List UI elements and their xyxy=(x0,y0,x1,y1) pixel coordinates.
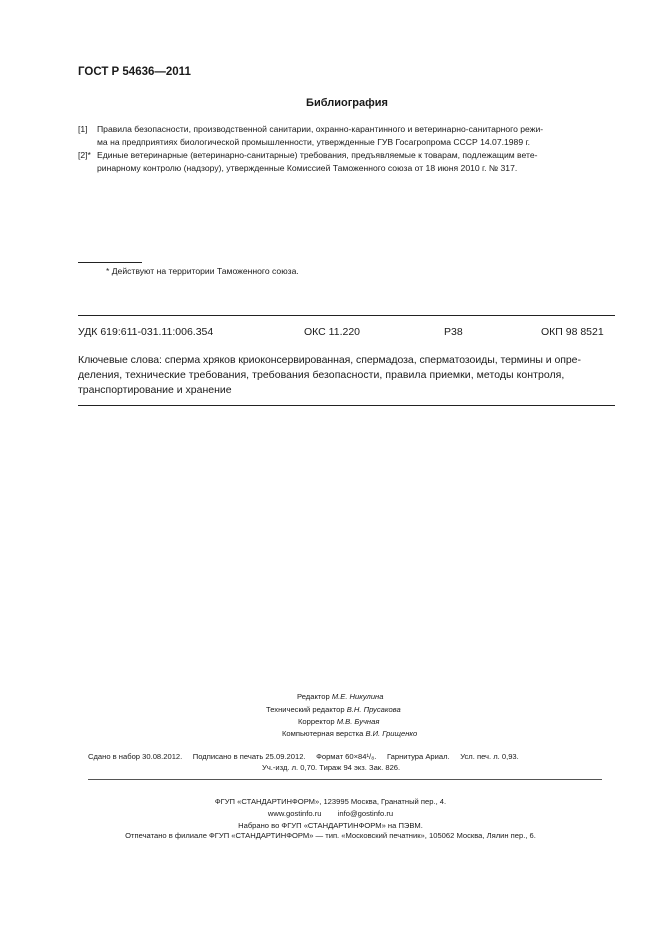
keywords-line: Ключевые слова: сперма хряков криоконсервированная, спермадоза, сперматозоиды, термины и опре- xyxy=(78,354,581,366)
divider-line xyxy=(78,315,615,316)
publisher-site: www.gostinfo.ru xyxy=(267,809,322,818)
bibliography-title-row xyxy=(0,97,661,109)
keywords-line: транспортирование и хранение xyxy=(78,384,232,396)
print-info-line: Уч.-изд. л. 0,70. Тираж 94 экз. Зак. 826. xyxy=(262,763,401,772)
publisher-email: info@gostinfo.ru xyxy=(337,809,394,818)
keywords-line: деления, технические требования, требования безопасности, правила приемки, методы контроля, xyxy=(78,369,565,381)
divider-line xyxy=(78,405,615,406)
keywords-block xyxy=(78,353,616,398)
credit-role: Компьютерная верстка xyxy=(282,729,364,738)
credit-name: В.Н. Прусакова xyxy=(346,705,401,714)
ref-text-line: ринарному контролю (надзору), утвержденные Комиссией Таможенного союза от 18 июня 2010 г. № 317. xyxy=(97,163,518,173)
credit-name: М.Е. Никулина xyxy=(331,692,384,701)
publisher-line: Отпечатано в филиале ФГУП «СТАНДАРТИНФОРМ» — тип. «Московский печатник», 105062 Москва, Лялин пер., 6. xyxy=(125,831,536,840)
group-code: Р38 xyxy=(444,326,463,338)
ref-text-line: Правила безопасности, производственной санитарии, охранно-карантинного и ветеринарно-санитарного режи- xyxy=(97,124,544,134)
udk-code: УДК 619:611-031.11:006.354 xyxy=(78,326,214,338)
okp-code: ОКП 98 8521 xyxy=(541,326,604,338)
bibliography-ref xyxy=(78,123,618,149)
ref-text-line: ма на предприятиях биологической промышленности, утвержденные ГУВ Госагропрома СССР 14.07.1989 г. xyxy=(97,137,530,147)
credit-name: М.В. Бучная xyxy=(336,717,380,726)
credit-role: Корректор xyxy=(298,717,335,726)
publisher-line: Набрано во ФГУП «СТАНДАРТИНФОРМ» на ПЭВМ. xyxy=(238,821,423,830)
ref-text-line: Единые ветеринарные (ветеринарно-санитарные) требования, предъявляемые к товарам, подлежащим вете- xyxy=(97,150,538,160)
credit-tech-editor xyxy=(266,705,401,714)
footnote-separator xyxy=(78,262,142,263)
credit-name: В.И. Грищенко xyxy=(365,729,418,738)
ref-number: [2]* xyxy=(78,150,91,160)
ref-number: [1] xyxy=(78,124,88,134)
credit-corrector xyxy=(298,717,379,726)
document-header: ГОСТ Р 54636—2011 xyxy=(78,66,191,78)
credit-role: Редактор xyxy=(297,692,330,701)
print-info-line: Сдано в набор 30.08.2012. Подписано в печать 25.09.2012. Формат 60×84¹/₈. Гарнитура Ариал. Усл. печ. л. 0,93. xyxy=(88,752,519,761)
bibliography-title: Библиография xyxy=(306,97,388,109)
publisher-contacts xyxy=(0,809,661,818)
credit-layout xyxy=(282,729,417,738)
credit-role: Технический редактор xyxy=(266,705,345,714)
publisher-line: ФГУП «СТАНДАРТИНФОРМ», 123995 Москва, Гранатный пер., 4. xyxy=(214,797,447,806)
footnote: * Действуют на территории Таможенного союза. xyxy=(106,266,299,276)
divider-line xyxy=(88,779,602,780)
credit-editor xyxy=(297,692,383,701)
bibliography-ref xyxy=(78,149,618,175)
oks-code: ОКС 11.220 xyxy=(304,326,361,338)
